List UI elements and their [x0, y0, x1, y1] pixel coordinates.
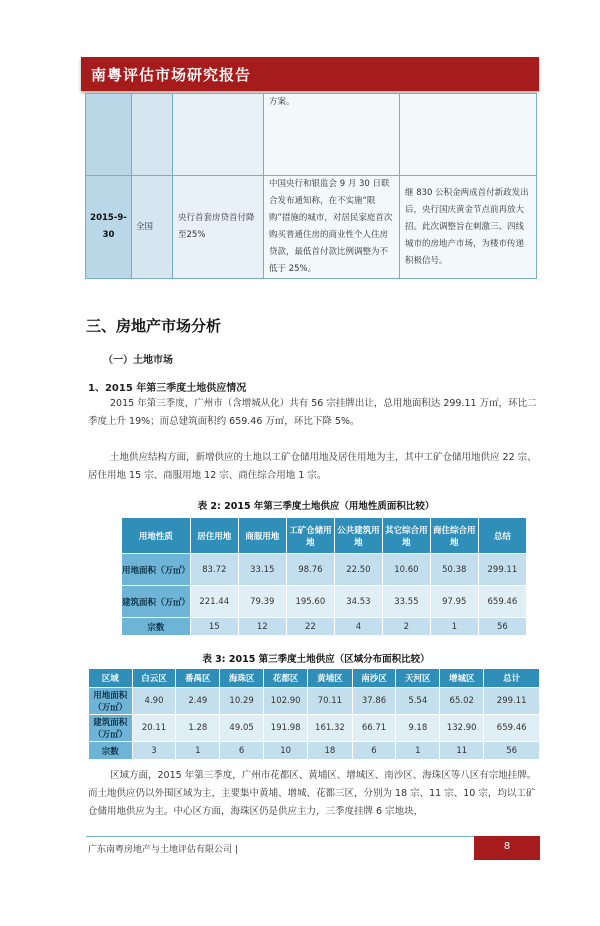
table-cell: 10.29 — [220, 688, 264, 715]
table-header: 用地性质 — [122, 518, 191, 554]
table-cell: 98.76 — [286, 554, 334, 586]
table-cell: 195.60 — [286, 586, 334, 618]
table-cell: 20.11 — [132, 715, 176, 742]
table-cell: 37.86 — [352, 688, 396, 715]
table-cell: 2 — [382, 618, 430, 636]
table-cell: 10.60 — [382, 554, 430, 586]
policy-note: 继 830 公积金两成首付新政发出后，央行国庆黄金节点前再放大招。此次调整旨在刺激三、四线城市的房地产市场，为楼市传递积极信号。 — [400, 176, 537, 279]
table-cell: 10 — [264, 742, 308, 760]
table-header: 南沙区 — [352, 669, 396, 688]
row-header: 宗数 — [89, 742, 133, 760]
table-header-row — [89, 669, 540, 688]
table2-landuse — [121, 517, 527, 636]
table-cell: 659.46 — [484, 715, 540, 742]
table-cell: 1.28 — [176, 715, 220, 742]
table-cell: 50.38 — [430, 554, 478, 586]
table-row — [122, 554, 527, 586]
table3-district — [88, 668, 540, 760]
table-header: 海珠区 — [220, 669, 264, 688]
table-cell: 299.11 — [484, 688, 540, 715]
subsection-heading: （一）土地市场 — [103, 355, 173, 366]
table-cell: 9.18 — [396, 715, 440, 742]
policy-name: 央行首套房贷首付降至25% — [173, 176, 264, 279]
row-header: 建筑面积（万㎡） — [89, 715, 133, 742]
report-header-banner — [81, 57, 539, 91]
section-heading: 三、房地产市场分析 — [86, 317, 222, 335]
policy-content: 中国央行和银监会 9 月 30 日联合发布通知称，在不实施“限购”措施的城市，对居民家庭首次购买普通住房的商业性个人住房贷款，最低首付款比例调整为不低于 25%。 — [264, 176, 400, 279]
table-cell: 1 — [176, 742, 220, 760]
table-cell: 4.90 — [132, 688, 176, 715]
topic-heading: 1、2015 年第三季度土地供应情况 — [88, 383, 247, 394]
table-header: 商服用地 — [238, 518, 286, 554]
paragraph-structure: 土地供应结构方面，新增供应的土地以工矿仓储用地及居住用地为主，其中工矿仓储用地供应 22 宗、居住用地 15 宗、商服用地 12 宗、商住综合用地 1 宗。 — [88, 452, 537, 481]
policy-name — [173, 94, 264, 176]
table-cell: 97.95 — [430, 586, 478, 618]
policy-note — [400, 94, 537, 176]
table-header: 总结 — [478, 518, 526, 554]
table-cell: 66.71 — [352, 715, 396, 742]
table2-caption: 表 2: 2015 年第三季度土地供应（用地性质面积比较） — [197, 501, 435, 512]
table-row — [89, 688, 540, 715]
table-header: 工矿仓储用地 — [286, 518, 334, 554]
policy-content: 方案。 — [264, 94, 400, 176]
table-cell: 6 — [352, 742, 396, 760]
table-row — [89, 742, 540, 760]
policy-table — [85, 93, 537, 279]
table-cell: 1 — [430, 618, 478, 636]
table-cell: 15 — [190, 618, 238, 636]
table-row — [89, 715, 540, 742]
table-row — [122, 586, 527, 618]
table-cell: 4 — [334, 618, 382, 636]
table-header: 公共建筑用地 — [334, 518, 382, 554]
table-header-row — [122, 518, 527, 554]
table-header: 番禺区 — [176, 669, 220, 688]
table-header: 天河区 — [396, 669, 440, 688]
table-cell: 49.05 — [220, 715, 264, 742]
table-cell: 18 — [308, 742, 352, 760]
table-cell: 56 — [484, 742, 540, 760]
table3-caption: 表 3: 2015 第三季度土地供应（区域分布面积比较） — [202, 654, 430, 665]
table-header: 区域 — [89, 669, 133, 688]
policy-date — [86, 94, 132, 176]
table-cell: 221.44 — [190, 586, 238, 618]
table-header: 商住综合用地 — [430, 518, 478, 554]
table-header: 白云区 — [132, 669, 176, 688]
table-cell: 56 — [478, 618, 526, 636]
row-header: 用地面积（万㎡） — [122, 554, 191, 586]
footer-company: 广东南粤房地产与土地评估有限公司 | — [88, 845, 238, 855]
table-cell: 5.54 — [396, 688, 440, 715]
footer-divider — [86, 836, 540, 837]
table-header: 总计 — [484, 669, 540, 688]
table-cell: 79.39 — [238, 586, 286, 618]
table-cell: 102.90 — [264, 688, 308, 715]
table-cell: 70.11 — [308, 688, 352, 715]
row-header: 宗数 — [122, 618, 191, 636]
table-cell: 191.98 — [264, 715, 308, 742]
row-header: 用地面积（万㎡） — [89, 688, 133, 715]
policy-area: 全国 — [132, 176, 173, 279]
table-cell: 3 — [132, 742, 176, 760]
table-cell: 33.15 — [238, 554, 286, 586]
page-number: 8 — [474, 836, 540, 860]
table-cell: 161.32 — [308, 715, 352, 742]
table-cell: 34.53 — [334, 586, 382, 618]
table-cell: 132.90 — [440, 715, 484, 742]
row-header: 建筑面积（万㎡） — [122, 586, 191, 618]
table-header: 增城区 — [440, 669, 484, 688]
table-cell: 6 — [220, 742, 264, 760]
table-row — [86, 176, 537, 279]
policy-area — [132, 94, 173, 176]
paragraph-district: 区域方面，2015 年第三季度，广州市花都区、黄埔区、增城区、南沙区、海珠区等八区有宗地挂牌。而土地供应仍以外围区域为主，主要集中黄埔、增城、花都三区，分别为 18 宗、11 宗、10 宗，均以工矿仓储用地供应为主。中心区方面，海珠区仍是供应主力，三季度挂牌 6 宗地块， — [88, 770, 537, 817]
paragraph-summary: 2015 年第三季度，广州市（含增城从化）共有 56 宗挂牌出让，总用地面积达 299.11 万㎡，环比二季度上升 19%；而总建筑面积约 659.46 万㎡，环比下降 5%。 — [88, 398, 537, 427]
report-title: 南粤评估市场研究报告 — [91, 66, 252, 84]
table-row — [122, 618, 527, 636]
table-cell: 83.72 — [190, 554, 238, 586]
table-cell: 65.02 — [440, 688, 484, 715]
table-header: 花都区 — [264, 669, 308, 688]
table-row — [86, 94, 537, 176]
table-cell: 22.50 — [334, 554, 382, 586]
table-cell: 1 — [396, 742, 440, 760]
table-cell: 11 — [440, 742, 484, 760]
table-cell: 659.46 — [478, 586, 526, 618]
table-cell: 12 — [238, 618, 286, 636]
policy-date: 2015-9-30 — [86, 176, 132, 279]
table-cell: 2.49 — [176, 688, 220, 715]
table-cell: 22 — [286, 618, 334, 636]
table-header: 居住用地 — [190, 518, 238, 554]
table-header: 其它综合用地 — [382, 518, 430, 554]
table-cell: 299.11 — [478, 554, 526, 586]
table-cell: 33.55 — [382, 586, 430, 618]
table-header: 黄埔区 — [308, 669, 352, 688]
